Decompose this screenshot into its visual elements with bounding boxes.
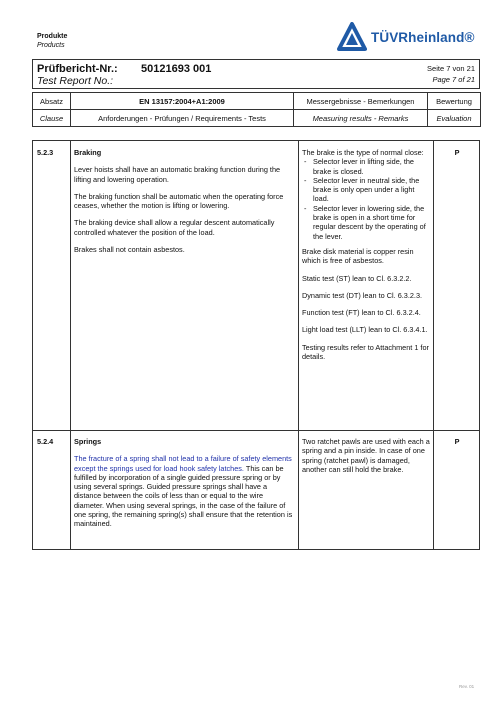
requirement-title: Springs bbox=[74, 437, 102, 446]
logo-text: TÜVRheinland® bbox=[371, 30, 475, 45]
result-paragraph: Function test (FT) lean to Cl. 6.3.2.4. bbox=[302, 308, 421, 318]
col-absatz: Absatz bbox=[33, 93, 71, 110]
tuv-rheinland-logo bbox=[337, 22, 487, 54]
report-title-de: Prüfbericht-Nr.: bbox=[37, 63, 118, 75]
verdict: P bbox=[454, 437, 460, 446]
page-number-en: Page 7 of 21 bbox=[432, 75, 475, 84]
report-number: 50121693 001 bbox=[141, 63, 212, 75]
result-intro: The brake is the type of normal close: bbox=[302, 148, 424, 157]
result-paragraph: Brake disk material is copper resin which is free of asbestos. bbox=[302, 246, 414, 266]
clause-number: 5.2.4 bbox=[37, 437, 54, 446]
requirement-paragraph: The braking device shall allow a regular descent automatically controlled whatever the position of the load. bbox=[74, 218, 275, 237]
result-list-item: - Selector lever in neutral side, the brake is only open under a light load. bbox=[302, 176, 430, 204]
result-list bbox=[302, 157, 430, 241]
result-paragraph: Testing results refer to Attachment 1 for details. bbox=[302, 342, 429, 362]
col-results-de: Messergebnisse - Bemerkungen bbox=[294, 93, 428, 110]
result-paragraph: Dynamic test (DT) lean to Cl. 6.3.2.3. bbox=[302, 290, 423, 300]
requirement-paragraph: The braking function shall be automatic when the operating force ceases, whether the motion is lifting or lowering. bbox=[74, 191, 284, 211]
page-number-de: Seite 7 von 21 bbox=[427, 64, 475, 73]
col-requirements: Anforderungen - Prüfungen / Requirements - Tests bbox=[71, 110, 294, 127]
col-evaluation: Evaluation bbox=[428, 110, 481, 127]
highlighted-requirement: The fracture of a spring shall not lead to a failure of safety elements except the springs used for load hook safety latches. bbox=[74, 454, 292, 473]
verdict: P bbox=[454, 148, 460, 157]
col-bewertung: Bewertung bbox=[428, 93, 481, 110]
content-table bbox=[32, 140, 480, 550]
requirement-paragraph bbox=[74, 454, 294, 528]
requirement-paragraph: Lever hoists shall have an automatic braking function during the lifting and lowering operation. bbox=[74, 165, 281, 184]
col-results-en: Measuring results - Remarks bbox=[294, 110, 428, 127]
result-paragraph: Light load test (LLT) lean to Cl. 6.3.4.1. bbox=[302, 325, 428, 335]
column-header-table bbox=[32, 92, 481, 127]
result-cell bbox=[302, 437, 430, 482]
requirement-title: Braking bbox=[74, 148, 102, 157]
result-cell bbox=[302, 148, 430, 369]
requirement-paragraph: Brakes shall not contain asbestos. bbox=[74, 245, 185, 255]
revision-label: Rev. 01 bbox=[459, 684, 475, 689]
col-clause: Clause bbox=[33, 110, 71, 127]
report-title-en: Test Report No.: bbox=[37, 75, 114, 87]
result-list-item: - Selector lever in lifting side, the brake is closed. bbox=[302, 157, 430, 176]
result-list-item: - Selector lever in lowering side, the brake is open in a short time for regular descent by the operating of the lever. bbox=[302, 204, 430, 241]
requirement-body: This can be fulfilled by incorporation of a single guided pressure spring or by using several springs. Guided pressure springs shall have a distance between the coils of less than or equal to the wire diameter. When using several springs, in the case of the failure of one spring, the remaining spring(s) shall ensure that the retention is maintained. bbox=[74, 463, 293, 529]
requirement-cell bbox=[74, 437, 294, 529]
clause-number: 5.2.3 bbox=[37, 148, 54, 157]
requirement-cell bbox=[74, 148, 294, 262]
col-standard: EN 13157:2004+A1:2009 bbox=[71, 93, 294, 110]
result-paragraph: Two ratchet pawls are used with each a spring and a pin inside. In case of one spring (ratchet pawl) is damaged, another can still hold the brake. bbox=[302, 437, 430, 474]
result-paragraph: Static test (ST) lean to Cl. 6.3.2.2. bbox=[302, 273, 412, 283]
tuv-triangle-icon bbox=[337, 22, 367, 52]
products-label: Products bbox=[37, 42, 65, 49]
produkte-label: Produkte bbox=[37, 33, 68, 40]
report-header-box bbox=[32, 59, 480, 89]
